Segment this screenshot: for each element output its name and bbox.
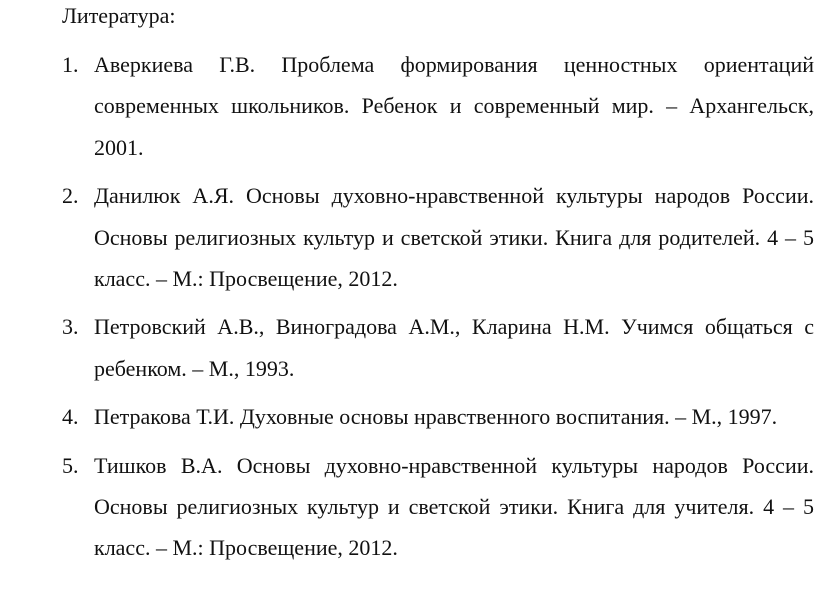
page-title: Литература:: [62, 3, 176, 28]
reference-text: Петровский А.В., Виноградова А.М., Кларина Н.М. Учимся общаться с ребенком. – М., 1993.: [94, 314, 814, 381]
reference-number: 2.: [62, 183, 79, 209]
reference-number: 1.: [62, 52, 79, 77]
reference-number: 3.: [62, 314, 79, 340]
reference-text: Петракова Т.И. Духовные основы нравственного воспитания. – М., 1997.: [94, 404, 778, 430]
reference-text: Данилюк А.Я. Основы духовно-нравственной культуры народов России. Основы религиозных культур и светской этики. Книга для родителей. 4 – 5 класс. – М.: Просвещение, 2012.: [94, 183, 814, 292]
reference-number: 4.: [62, 404, 79, 430]
reference-list: [62, 44, 814, 576]
reference-number: 5.: [62, 452, 79, 478]
list-item: [62, 44, 814, 168]
reference-text: Аверкиева Г.В. Проблема формирования ценностных ориентаций современных школьников. Ребенок и современный мир. – Архангельск, 2001.: [94, 52, 814, 160]
list-item: [62, 445, 814, 569]
reference-text: Тишков В.А. Основы духовно-нравственной культуры народов России. Основы религиозных культур и светской этики. Книга для учителя. 4 – 5 класс. – М.: Просвещение, 2012.: [94, 452, 814, 561]
list-item: [62, 175, 814, 299]
list-item: [62, 396, 814, 437]
list-item: [62, 306, 814, 389]
